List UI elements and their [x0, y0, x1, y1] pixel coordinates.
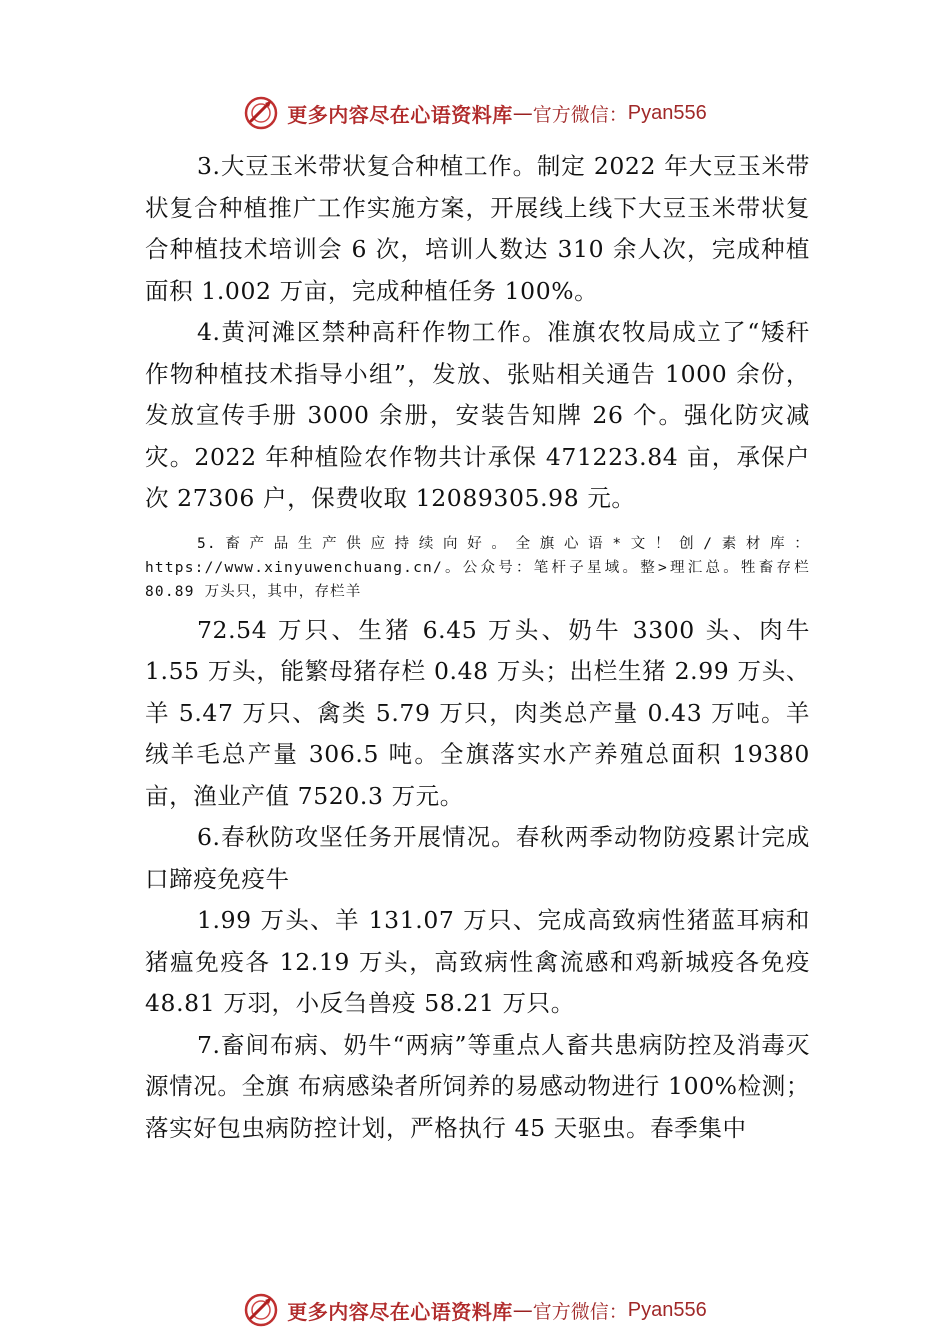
- header-banner: [0, 93, 950, 133]
- paragraph-epidemic-prevention: 6.春秋防攻坚任务开展情况。春秋两季动物防疫累计完成口蹄疫免疫牛: [145, 823, 810, 893]
- paragraph-livestock-stats: 72.54 万只、生猪 6.45 万头、奶牛 3300 头、肉牛 1.55 万头，能繁母猪存栏 0.48 万头；出栏生猪 2.99 万头、羊 5.47 万只、禽类 5.79 万只，肉类总产量 0.43 万吨。羊绒羊毛总产量 306.5 吨。全旗落实水产养殖总面积 19380 亩，渔业产值 7520.3 万元。: [145, 615, 810, 810]
- footer-banner-inner: [243, 1292, 706, 1328]
- paragraph-yellow-river: 4.黄河滩区禁种高秆作物工作。准旗农牧局成立了“矮秆作物种植技术指导小组”，发放、张贴相关通告 1000 余份，发放宣传手册 3000 余册，安装告知牌 26 个。强化防灾减灾。2022 年种植险农作物共计承保 471223.84 亩，承保户次 27306 户，保费收取 12089305.98 元。: [145, 318, 810, 512]
- header-wechat-id: Pyan556: [627, 101, 707, 124]
- footer-banner-text: 更多内容尽在心语资料库: [287, 1299, 513, 1324]
- red-seal-logo-icon: [243, 1292, 279, 1328]
- paragraph-vaccination-stats: 1.99 万头、羊 131.07 万只、完成高致病性猪蓝耳病和猪瘟免疫各 12.19 万头，高致病性禽流感和鸡新城疫各免疫 48.81 万羽，小反刍兽疫 58.21 万只。: [145, 906, 810, 1017]
- paragraph-brucellosis: 7.畜间布病、奶牛“两病”等重点人畜共患病防控及消毒灭源情况。全旗 布病感染者所饲养的易感动物进行 100%检测；落实好包虫病防控计划，严格执行 45 天驱虫。春季集中: [145, 1030, 810, 1142]
- paragraph-livestock-intro: 5.畜产品生产供应持续向好。全旗心语*文！创/素材库：https://www.xinyuwenchuang.cn/。公众号：笔杆子星域。整>理汇总。牲畜存栏 80.89 万头只，其中，存栏羊: [145, 535, 810, 600]
- header-banner-inner: [243, 95, 706, 131]
- header-banner-text: 更多内容尽在心语资料库: [287, 102, 513, 127]
- document-body: [145, 146, 810, 1149]
- header-banner-dash: —: [512, 101, 533, 125]
- footer-wechat-id: Pyan556: [627, 1298, 707, 1321]
- footer-banner-label: 官方微信：: [532, 1300, 628, 1323]
- footer-banner-dash: —: [512, 1298, 533, 1322]
- footer-banner: [0, 1290, 950, 1330]
- header-banner-label: 官方微信：: [532, 103, 628, 126]
- paragraph-soybean-corn: 3.大豆玉米带状复合种植工作。制定 2022 年大豆玉米带状复合种植推广工作实施方案，开展线上线下大豆玉米带状复合种植技术培训会 6 次，培训人数达 310 余人次，完成种植面积 1.002 万亩，完成种植任务 100%。: [145, 152, 810, 305]
- red-seal-logo-icon: [243, 95, 279, 131]
